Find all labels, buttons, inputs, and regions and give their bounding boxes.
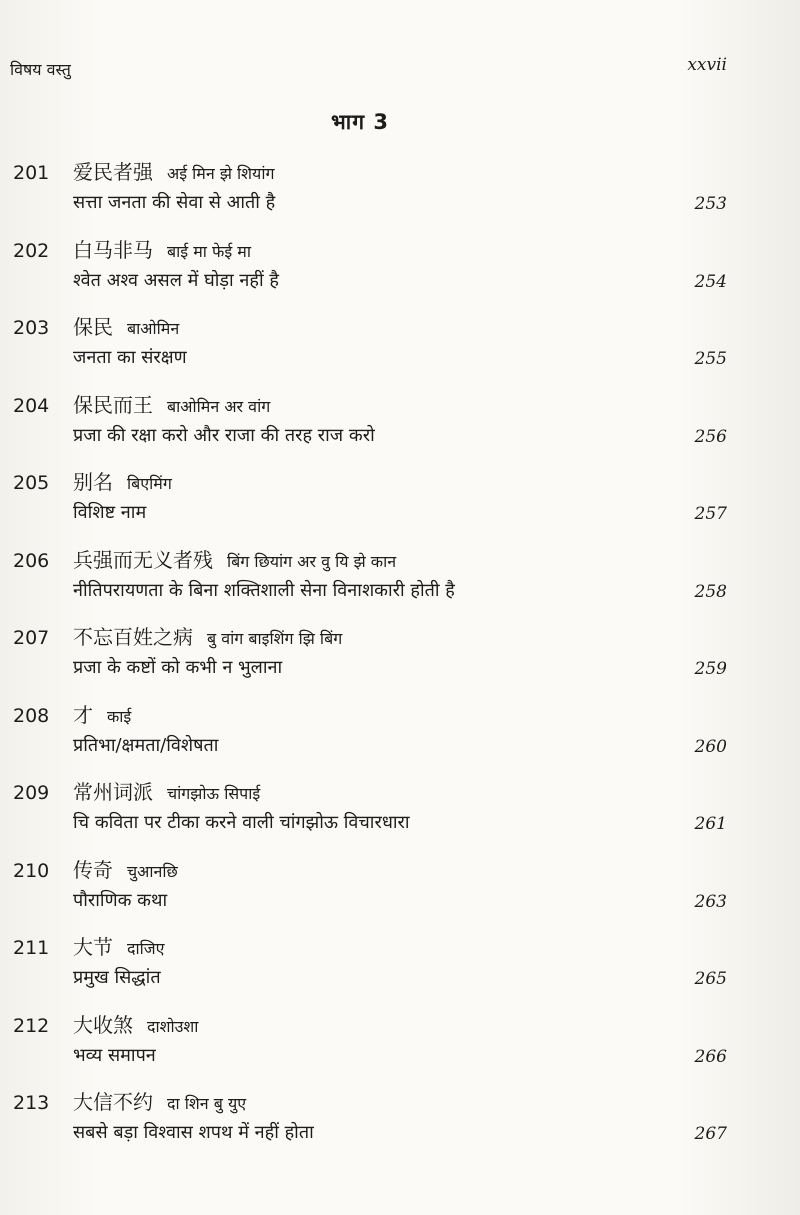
contents-entry (0, 925, 800, 1003)
entry-chinese-term: 爱民者强 (73, 160, 153, 184)
entry-number: 202 (13, 239, 50, 262)
entry-number: 210 (13, 859, 50, 882)
entry-number: 208 (13, 704, 50, 727)
entry-chinese-term: 保民 (73, 315, 113, 339)
entry-page-number: 266 (694, 1046, 727, 1067)
entry-meaning: प्रमुख सिद्धांत (73, 967, 161, 988)
entry-meaning: प्रजा के कष्टों को कभी न भुलाना (73, 657, 283, 678)
contents-entry (0, 1003, 800, 1081)
entry-transliteration: दा शिन बु युए (167, 1094, 247, 1113)
entry-meaning: जनता का संरक्षण (73, 347, 187, 368)
entry-number: 213 (13, 1092, 50, 1114)
contents-entry (0, 305, 800, 383)
contents-entry (0, 693, 800, 771)
entry-page-number: 267 (694, 1124, 727, 1144)
entry-chinese-term: 大信不约 (73, 1090, 153, 1114)
entry-chinese-term: 大节 (73, 935, 113, 959)
entry-meaning: नीतिपरायणता के बिना शक्तिशाली सेना विनाशकारी होती है (73, 579, 455, 601)
entry-chinese-term: 保民而王 (73, 392, 153, 417)
entry-transliteration: बाओमिन (127, 319, 180, 338)
part-title: भाग 3 (331, 110, 389, 134)
entry-meaning: सबसे बड़ा विश्वास शपथ में नहीं होता (73, 1122, 314, 1143)
entry-chinese-term: 常州词派 (73, 780, 153, 804)
entry-number: 205 (13, 472, 50, 494)
entry-meaning: प्रतिभा/क्षमता/विशेषता (73, 734, 219, 756)
contents-entry (0, 460, 800, 538)
entry-page-number: 261 (694, 814, 727, 834)
entry-meaning: सत्ता जनता की सेवा से आती है (73, 192, 276, 213)
entry-number: 207 (13, 627, 50, 649)
entry-chinese-term: 才 (73, 702, 93, 727)
entry-meaning: प्रजा की रक्षा करो और राजा की तरह राज करो (73, 424, 375, 446)
entry-transliteration: बिएमिंग (127, 474, 172, 493)
entry-chinese-term: 白马非马 (73, 237, 153, 262)
entry-meaning: भव्य समापन (73, 1044, 156, 1066)
entry-meaning: विशिष्ट नाम (73, 502, 147, 523)
entry-number: 212 (13, 1014, 50, 1037)
contents-entry (0, 615, 800, 693)
entry-page-number: 265 (694, 969, 727, 989)
running-header-page-number: xxvii (687, 55, 727, 75)
contents-entry (0, 848, 800, 926)
entry-chinese-term: 别名 (73, 470, 113, 494)
entry-transliteration: चांगझोऊ सिपाई (167, 784, 261, 803)
entry-chinese-term: 不忘百姓之病 (73, 625, 193, 649)
entry-number: 211 (13, 937, 50, 959)
entry-transliteration: अई मिन झे शियांग (167, 164, 275, 183)
entry-transliteration: बिंग छियांग अर वु यि झे कान (227, 551, 397, 571)
entry-meaning: पौराणिक कथा (73, 889, 168, 911)
entry-chinese-term: 大收煞 (73, 1012, 133, 1037)
entry-chinese-term: 兵强而无义者残 (73, 547, 213, 572)
running-header-title: विषय वस्तु (10, 60, 71, 79)
entry-page-number: 254 (694, 271, 727, 292)
entry-number: 201 (13, 162, 50, 184)
entry-transliteration: चुआनछि (127, 861, 178, 881)
entry-transliteration: बाई मा फेई मा (167, 241, 252, 261)
entry-number: 209 (13, 782, 50, 804)
entry-number: 206 (13, 549, 50, 572)
entry-number: 204 (13, 394, 50, 417)
entry-meaning: श्वेत अश्व असल में घोड़ा नहीं है (73, 269, 279, 291)
entry-transliteration: बु वांग बाइशिंग झि बिंग (207, 629, 343, 648)
contents-entry (0, 770, 800, 848)
entry-transliteration: दाशोउशा (147, 1016, 199, 1036)
entry-meaning: चि कविता पर टीका करने वाली चांगझोऊ विचारधारा (73, 812, 410, 833)
entry-transliteration: दाजिए (127, 939, 165, 958)
entry-chinese-term: 传奇 (73, 857, 113, 882)
entry-page-number: 259 (694, 659, 727, 679)
entry-page-number: 260 (694, 736, 727, 757)
entry-page-number: 253 (694, 194, 727, 214)
contents-entry (0, 1080, 800, 1158)
contents-entry (0, 150, 800, 228)
entry-page-number: 255 (694, 349, 727, 369)
entry-page-number: 256 (694, 426, 727, 447)
entry-number: 203 (13, 317, 50, 339)
entry-transliteration: बाओमिन अर वांग (167, 396, 271, 416)
entry-page-number: 263 (694, 891, 727, 912)
contents-list (0, 150, 800, 1158)
entry-page-number: 258 (694, 581, 727, 602)
entry-page-number: 257 (694, 504, 727, 524)
contents-entry (0, 538, 800, 616)
contents-entry (0, 228, 800, 306)
entry-transliteration: काई (107, 706, 132, 726)
contents-entry (0, 383, 800, 461)
